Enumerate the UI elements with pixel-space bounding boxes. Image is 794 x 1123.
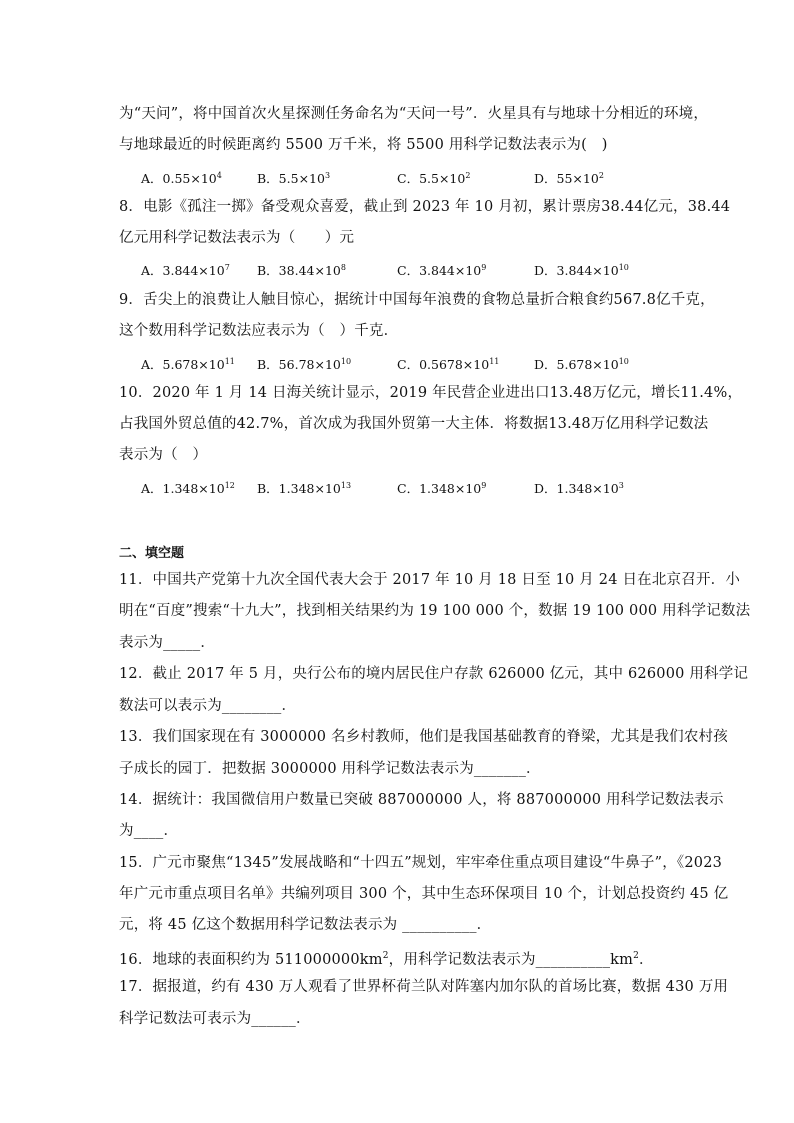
q9-option-c[interactable]: C．$0.5678\times 10^{11}$ (397, 357, 500, 372)
q7-option-d[interactable]: D．$55\times 10^2$ (534, 171, 604, 186)
section-heading-fill-in: 二、填空题 (119, 546, 185, 561)
q10-option-d[interactable]: D．$1.348\times 10^3$ (534, 481, 624, 496)
q15-line1: 15．广元市聚焦“1345”发展战略和“十四五”规划，牢牢牵住重点项目建设“牛鼻子”，《2023 (119, 855, 723, 871)
q7-line1: 为“天问”，将中国首次火星探测任务命名为“天问一号”．火星具有与地球十分相近的环境， (119, 106, 709, 122)
q14-line2: 为____． (119, 823, 179, 839)
q10-line2: 占我国外贸总值的42.7%，首次成为我国外贸第一大主体．将数据13.48万亿用科学记数法 (119, 416, 709, 432)
q8-option-a[interactable]: A．$3.844\times 10^7$ (141, 263, 230, 278)
q14-line1: 14．据统计：我国微信用户数量已突破 887000000 人，将 887000000 用科学记数法表示 (119, 792, 724, 808)
q8-option-b[interactable]: B．$38.44\times 10^8$ (257, 263, 346, 278)
q8-option-d[interactable]: D．$3.844\times 10^{10}$ (534, 263, 629, 278)
q7-line2: 与地球最近的时候距离约 5500 万千米，将 5500 用科学记数法表示为( ) (119, 137, 608, 153)
q9-option-b[interactable]: B．$56.78\times 10^{10}$ (257, 357, 352, 372)
q11-line3: 表示为_____． (119, 635, 216, 651)
q7-option-a[interactable]: A．$0.55\times 10^4$ (141, 171, 222, 186)
q8-line2: 亿元用科学记数法表示为（ ）元 (119, 230, 355, 246)
q7-option-c[interactable]: C．$5.5\times 10^2$ (397, 171, 471, 186)
q9-line1: 9．舌尖上的浪费让人触目惊心，据统计中国每年浪费的食物总量折合粮食约567.8亿千克， (119, 292, 715, 308)
q13-line2: 子成长的园丁．把数据 3000000 用科学记数法表示为_______． (119, 761, 541, 777)
q11-line2: 明在“百度”搜索“十九大”，找到相关结果约为 19 100 000 个，数据 19 100 000 用科学记数法 (119, 603, 751, 619)
q17-line1: 17．据报道，约有 430 万人观看了世界杯荷兰队对阵塞内加尔队的首场比赛，数据 430 万用 (119, 979, 729, 995)
q9-option-d[interactable]: D．$5.678\times 10^{10}$ (534, 357, 629, 372)
q13-line1: 13．我们国家现在有 3000000 名乡村教师，他们是我国基础教育的脊梁，尤其是我们农村孩 (119, 729, 728, 745)
q16-line1: 16．地球的表面积约为 $511000000km^2$，用科学记数法表示为$\_\_\_\_\_\_\_\_\_\_km^2$． (119, 951, 654, 968)
q10-option-c[interactable]: C．$1.348\times 10^9$ (397, 481, 487, 496)
q10-option-a[interactable]: A．$1.348\times 10^{12}$ (141, 481, 235, 496)
q12-line1: 12．截止 2017 年 5 月，央行公布的境内居民住户存款 626000 亿元，其中 626000 用科学记 (119, 666, 749, 682)
q9-option-a[interactable]: A．$5.678\times 10^{11}$ (141, 357, 235, 372)
q12-line2: 数法可以表示为________． (119, 698, 297, 714)
q8-option-c[interactable]: C．$3.844\times 10^9$ (397, 263, 487, 278)
q8-line1: 8．电影《孤注一掷》备受观众喜爱，截止到 2023 年 10 月初，累计票房38.44亿元，38.44 (119, 199, 731, 215)
q15-line2: 年广元市重点项目名单》共编列项目 300 个，其中生态环保项目 10 个，计划总投资约 45 亿 (119, 886, 729, 902)
q17-line2: 科学记数法可表示为______． (119, 1011, 311, 1027)
q10-line3: 表示为（ ） (119, 447, 208, 463)
q7-option-b[interactable]: B．$5.5\times 10^3$ (257, 171, 331, 186)
q10-option-b[interactable]: B．$1.348\times 10^{13}$ (257, 481, 352, 496)
q15-line3: 元，将 45 亿这个数据用科学记数法表示为 __________． (119, 917, 492, 933)
q10-line1: 10．2020 年 1 月 14 日海关统计显示，2019 年民营企业进出口13.48万亿元，增长11.4%， (119, 385, 743, 401)
q9-line2: 这个数用科学记数法应表示为（ ）千克． (119, 323, 399, 339)
q11-line1: 11．中国共产党第十九次全国代表大会于 2017 年 10 月 18 日至 10 月 24 日在北京召开．小 (119, 572, 741, 588)
